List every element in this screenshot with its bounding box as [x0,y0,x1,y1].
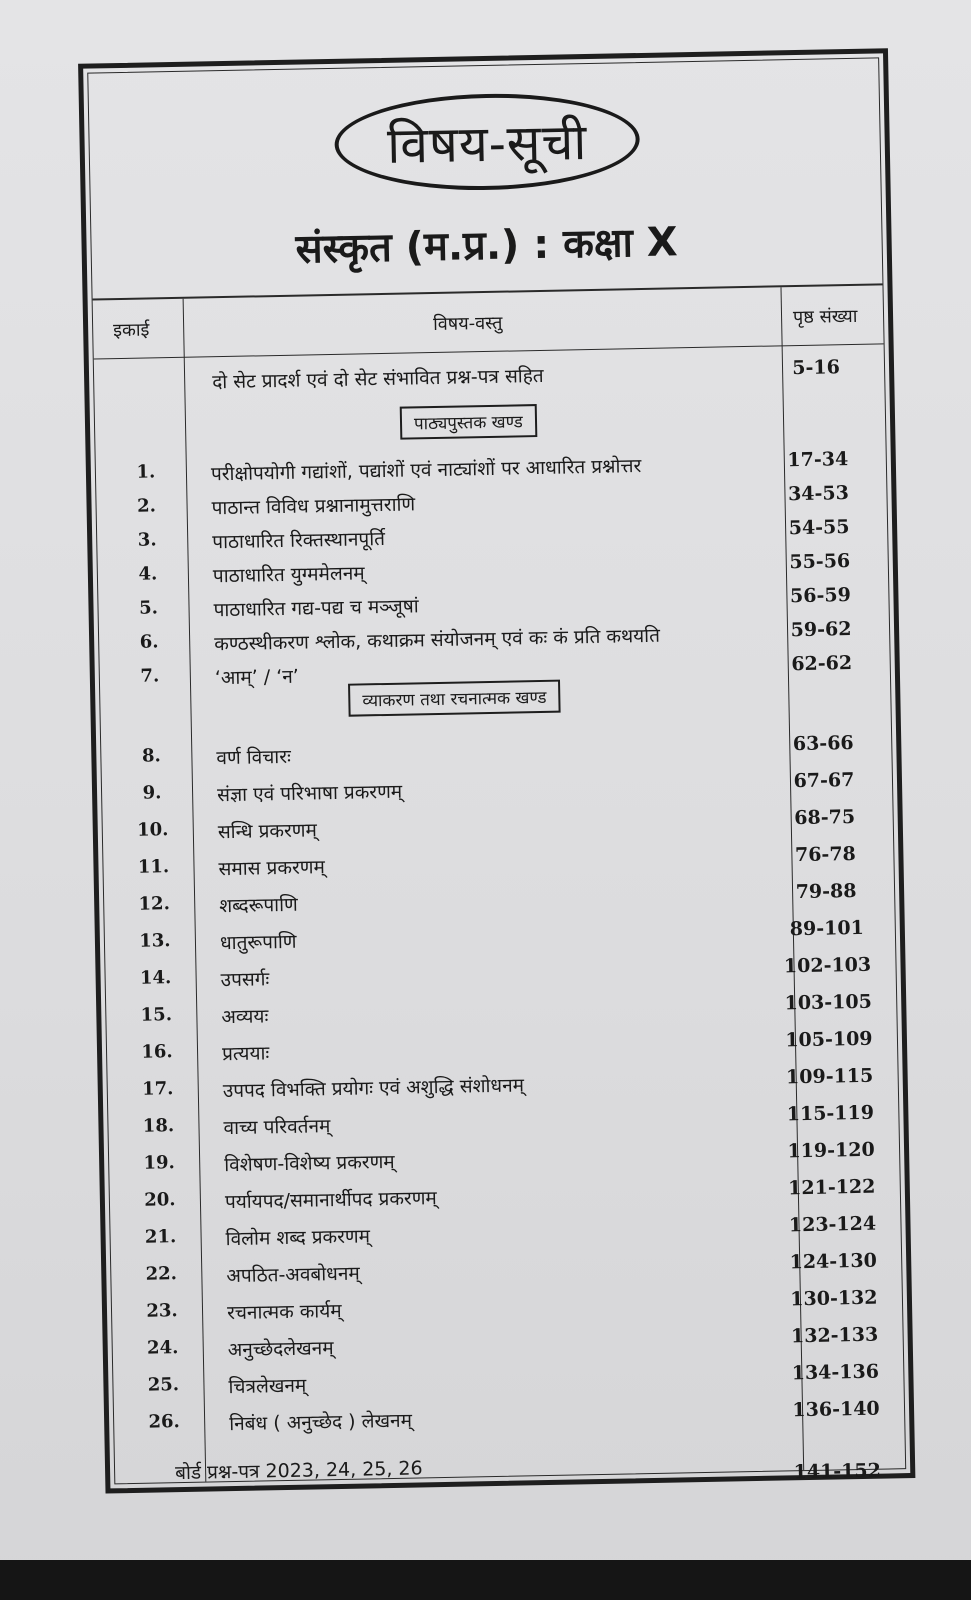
row-topic: वर्ण विचारः [216,745,292,770]
row-pages: 59-62 [790,618,852,642]
row-pages: 68-75 [794,805,856,830]
row-number: 25. [147,1374,180,1396]
row-topic: प्रत्ययाः [221,1042,270,1066]
row-pages: 67-67 [793,769,855,793]
row-pages: 79-88 [795,879,857,904]
row-pages: 102-103 [783,953,872,978]
row-topic: कण्ठस्थीकरण श्लोक, कथाक्रम संयोजनम् एवं कः कं प्रति कथयति [214,624,661,656]
row-topic: अनुच्छेदलेखनम् [227,1337,334,1362]
row-topic: पर्यायपद/समानार्थीपद प्रकरणम् [224,1187,438,1214]
row-number: 6. [139,631,159,653]
row-topic: शब्दरूपाणि [219,893,298,918]
row-number: 22. [145,1263,178,1285]
row-number: 3. [137,529,157,551]
title-oval [334,91,641,193]
row-topic: परीक्षोपयोगी गद्यांशों, पद्यांशों एवं नाट्यांशों पर आधारित प्रश्नोत्तर [210,455,642,486]
row-number: 12. [138,893,171,915]
row-number: 5. [138,597,159,619]
row-pages: 124-130 [789,1249,878,1274]
contents-frame [78,48,915,1493]
row-topic: पाठाधारित युग्ममेलनम् [212,562,365,588]
row-pages: 76-78 [794,842,856,867]
row-topic: चित्रलेखनम् [228,1374,307,1399]
row-number: 7. [140,665,160,687]
row-topic: सन्धि प्रकरणम् [217,819,318,844]
intro-row [94,355,885,404]
board-text: बोर्ड प्रश्न-पत्र 2023, 24, 25, 26 [174,1457,423,1485]
row-pages: 105-109 [785,1027,873,1052]
row-number: 23. [146,1300,178,1322]
contents-inner-border [87,57,906,1484]
row-pages: 134-136 [791,1360,880,1385]
row-topic: विलोम शब्द प्रकरणम् [225,1225,371,1251]
row-pages: 34-53 [787,482,850,506]
contents-table [93,283,906,1483]
row-number: 18. [142,1115,175,1137]
row-pages: 56-59 [789,584,852,608]
row-number: 15. [140,1004,173,1026]
row-pages: 115-119 [786,1101,875,1126]
header-unit: इकाई [113,319,150,342]
row-topic: उपसर्गः [220,968,270,992]
header-content: विषय-वस्तु [432,312,503,336]
row-topic: पाठाधारित गद्य-पद्य च मञ्जूषां [213,595,419,622]
row-number: 14. [139,967,172,989]
row-topic: ‘आम्’ / ‘न’ [214,665,300,690]
row-number: 1. [136,461,156,483]
row-topic: वाच्य परिवर्तनम् [223,1115,331,1140]
row-topic: पाठाधारित रिक्तस्थानपूर्ति [212,527,386,554]
page-title: विषय-सूची [386,113,588,175]
row-pages: 109-115 [785,1064,874,1089]
row-pages: 89-101 [789,916,865,941]
row-pages: 55-56 [789,550,851,574]
row-number: 16. [141,1041,173,1063]
row-pages: 121-122 [787,1175,876,1200]
row-number: 20. [144,1189,176,1211]
row-topic: उपपद विभक्ति प्रयोगः एवं अशुद्धि संशोधनम् [222,1074,525,1103]
row-number: 17. [141,1078,174,1100]
row-topic: अव्ययः [221,1005,269,1029]
row-pages: 136-140 [792,1397,880,1422]
row-topic: संज्ञा एवं परिभाषा प्रकरणम् [216,780,403,807]
table-header [93,285,884,359]
book-subtitle: संस्कृत (म.प्र.) : कक्षा X [295,219,679,273]
section-textbook: पाठ्यपुस्तक खण्ड [400,404,537,440]
row-pages: 123-124 [788,1212,877,1237]
row-topic: समास प्रकरणम् [218,856,326,881]
row-pages: 103-105 [784,990,873,1015]
row-topic: रचनात्मक कार्यम् [226,1299,342,1325]
row-number: 8. [141,745,161,767]
page-bottom-edge [0,1560,971,1600]
row-number: 11. [137,856,170,878]
section-grammar: व्याकरण तथा रचनात्मक खण्ड [348,680,561,717]
row-number: 19. [143,1152,176,1174]
row-number: 26. [148,1411,181,1433]
row-number: 4. [138,563,158,585]
row-topic: पाठान्त विविध प्रश्नानामुत्तराणि [211,493,416,520]
row-topic: निबंध ( अनुच्छेद ) लेखनम् [229,1409,413,1436]
row-topic: अपठित-अवबोधनम् [226,1262,360,1288]
row-pages: 63-66 [792,732,854,756]
header-page: पृष्ठ संख्या [792,305,858,329]
row-pages: 17-34 [787,448,849,472]
board-row [115,1445,906,1494]
row-number: 21. [144,1226,177,1248]
row-pages: 130-132 [790,1286,878,1311]
row-number: 2. [136,495,157,517]
row-number: 13. [139,930,171,952]
intro-pages: 5-16 [792,356,841,380]
row-topic: धातुरूपाणि [219,930,297,955]
row-topic: विशेषण-विशेष्य प्रकरणम् [224,1150,395,1177]
row-number: 24. [146,1337,179,1359]
board-pages: 141-152 [793,1459,882,1484]
intro-text: दो सेट प्रादर्श एवं दो सेट संभावित प्रश्न-पत्र सहित [212,364,544,394]
row-pages: 54-55 [788,516,850,540]
row-pages: 132-133 [790,1323,879,1348]
row-pages: 62-62 [791,652,853,676]
row-number: 10. [136,819,169,841]
row-number: 9. [142,782,162,804]
row-pages: 119-120 [787,1138,875,1163]
